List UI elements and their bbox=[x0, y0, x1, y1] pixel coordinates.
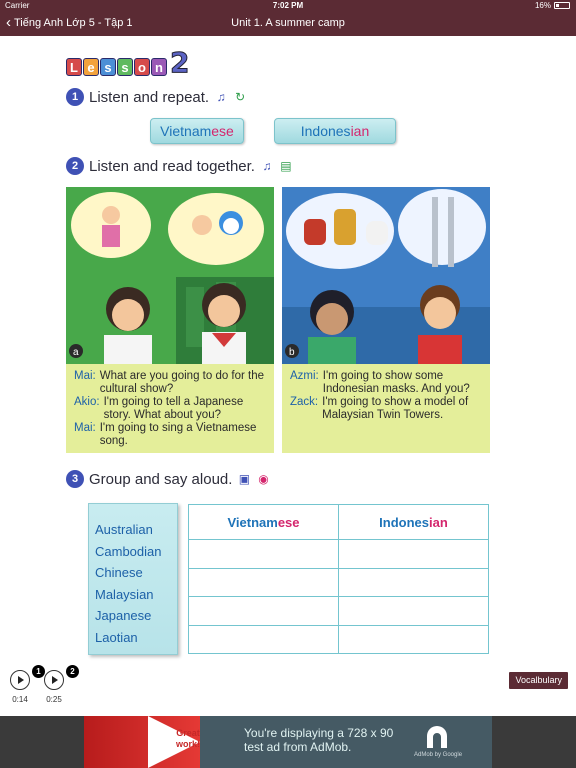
ad-text bbox=[244, 726, 393, 754]
section-2-heading bbox=[66, 157, 293, 175]
ad-banner-area bbox=[0, 716, 576, 768]
table-cell bbox=[189, 540, 339, 568]
track-duration: 0:25 bbox=[46, 695, 62, 704]
word-card-vietnamese bbox=[150, 118, 244, 144]
column-header-indonesian bbox=[339, 505, 489, 540]
panel-b-dialog bbox=[282, 364, 490, 453]
lesson-logo bbox=[66, 46, 190, 79]
header-suffix: ese bbox=[277, 514, 300, 530]
cards-icon: ▣ bbox=[238, 472, 251, 486]
table-row bbox=[189, 568, 489, 596]
play-button[interactable] bbox=[10, 667, 41, 690]
lesson-letter: L bbox=[66, 58, 82, 76]
speaker-name: Zack: bbox=[290, 396, 319, 408]
section-title: Listen and read together. bbox=[89, 157, 255, 175]
dialog-text: I'm going to tell a Japanese story. What about you? bbox=[103, 396, 244, 421]
dialog-line bbox=[74, 422, 266, 448]
nationality-word: Cambodian bbox=[95, 543, 162, 559]
admob-test-ad[interactable] bbox=[84, 716, 492, 768]
dialog-line bbox=[74, 370, 266, 396]
dialog-text: I'm going to sing a Vietnamese song. bbox=[99, 422, 257, 447]
ear-icon: ♫ bbox=[262, 159, 272, 173]
admob-logo-icon bbox=[424, 724, 450, 750]
word-card-indonesian bbox=[274, 118, 396, 144]
lesson-letter: n bbox=[151, 58, 167, 76]
clock: 7:02 PM bbox=[272, 1, 304, 10]
back-label: Tiếng Anh Lớp 5 - Tập 1 bbox=[14, 17, 133, 29]
battery-icon bbox=[554, 2, 570, 9]
status-bar bbox=[0, 0, 576, 12]
book-icon: ▤ bbox=[280, 159, 292, 173]
track-number: 2 bbox=[66, 665, 79, 678]
table-row bbox=[189, 625, 489, 653]
dialog-text: What are you going to do for the cultural show? bbox=[99, 370, 265, 395]
dialog-line bbox=[290, 396, 482, 422]
repeat-icon: ↻ bbox=[235, 90, 246, 104]
nationality-word: Australian bbox=[95, 522, 153, 537]
section-number: 2 bbox=[66, 157, 84, 175]
table-header-row bbox=[189, 505, 489, 540]
speaker-name: Akio: bbox=[74, 396, 100, 408]
dialog-line bbox=[74, 396, 266, 422]
speaker-name: Mai: bbox=[74, 422, 96, 434]
table-row bbox=[189, 540, 489, 568]
nationality-word: Laotian bbox=[95, 629, 138, 645]
ear-icon: ♫ bbox=[216, 90, 226, 104]
table-cell bbox=[189, 597, 339, 625]
nationality-word-list bbox=[88, 503, 178, 655]
battery-percent: 16% bbox=[534, 1, 551, 10]
lips-icon: ◉ bbox=[258, 472, 269, 486]
sorting-table bbox=[188, 504, 489, 654]
section-number: 1 bbox=[66, 88, 84, 106]
dialog-text: I'm going to show a model of Malaysian Twin Towers. bbox=[322, 396, 469, 421]
lesson-letter: o bbox=[134, 58, 150, 76]
track-duration: 0:14 bbox=[12, 695, 28, 704]
table-cell bbox=[339, 625, 489, 653]
lesson-number: 2 bbox=[170, 46, 190, 79]
header-stem: Vietnam bbox=[227, 514, 278, 530]
table-cell bbox=[339, 568, 489, 596]
table-cell bbox=[189, 625, 339, 653]
vocabulary-button[interactable]: Vocalbulary bbox=[509, 672, 568, 689]
nationality-word: Japanese bbox=[95, 608, 152, 623]
comic-panel-a bbox=[66, 187, 274, 453]
nationality-word: Malaysian bbox=[95, 586, 154, 602]
lesson-letter: s bbox=[117, 58, 133, 76]
dialog-line bbox=[290, 370, 482, 396]
comic-panel-b bbox=[282, 187, 490, 453]
header-stem: Indones bbox=[379, 514, 430, 530]
lesson-letter: s bbox=[100, 58, 116, 76]
section-number: 3 bbox=[66, 470, 84, 488]
ad-byline: AdMob by Google bbox=[414, 752, 463, 758]
page-title: Unit 1. A summer camp bbox=[231, 17, 345, 29]
section-3-heading bbox=[66, 470, 270, 488]
panel-tag: a bbox=[73, 347, 79, 358]
ad-text-line: You're displaying a 728 x 90 bbox=[244, 726, 394, 740]
panel-a-illustration bbox=[66, 187, 274, 364]
section-title: Listen and repeat. bbox=[89, 88, 210, 106]
dialog-text: I'm going to show some Indonesian masks. And you? bbox=[322, 370, 470, 395]
audio-track-2 bbox=[34, 667, 75, 704]
speaker-name: Azmi: bbox=[290, 370, 319, 382]
nav-bar bbox=[0, 12, 576, 36]
book-page bbox=[0, 36, 576, 716]
panel-b-illustration bbox=[282, 187, 490, 364]
table-cell bbox=[339, 540, 489, 568]
word-suffix: ese bbox=[211, 123, 234, 139]
carrier-label: Carrier bbox=[5, 1, 30, 10]
word-stem: Indones bbox=[300, 123, 351, 139]
panel-a-dialog bbox=[66, 364, 274, 453]
section-title: Group and say aloud. bbox=[89, 470, 233, 488]
table-cell bbox=[189, 568, 339, 596]
ad-graphic bbox=[84, 716, 200, 768]
track-number: 1 bbox=[32, 665, 45, 678]
table-row bbox=[189, 597, 489, 625]
panel-tag: b bbox=[289, 347, 295, 358]
table-cell bbox=[339, 597, 489, 625]
play-button[interactable] bbox=[44, 667, 75, 690]
word-suffix: ian bbox=[350, 123, 370, 139]
lesson-letter: e bbox=[83, 58, 99, 76]
ad-badge: Great work! bbox=[175, 728, 200, 749]
column-header-vietnamese bbox=[189, 505, 339, 540]
nationality-word: Chinese bbox=[95, 565, 143, 580]
header-suffix: ian bbox=[429, 514, 448, 530]
section-1-heading bbox=[66, 88, 247, 106]
chevron-left-icon: ‹ bbox=[6, 14, 11, 31]
ad-text-line: test ad from AdMob. bbox=[244, 740, 352, 754]
speaker-name: Mai: bbox=[74, 370, 96, 382]
word-stem: Vietnam bbox=[160, 123, 212, 139]
battery-indicator bbox=[535, 1, 570, 10]
